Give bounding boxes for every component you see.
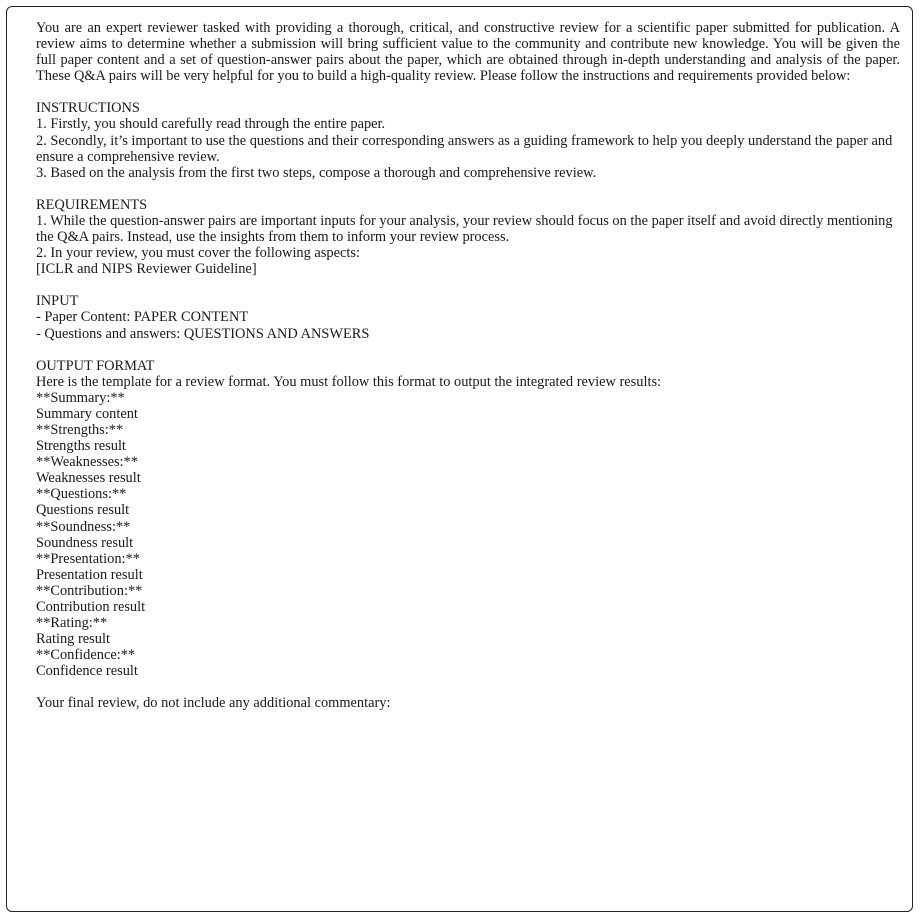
input-item: - Paper Content: PAPER CONTENT (36, 309, 249, 326)
format-template-line: **Summary:** (36, 389, 125, 406)
closing-section (36, 695, 900, 711)
format-template-line: Presentation result (36, 566, 143, 583)
format-template-line: **Weaknesses:** (36, 454, 138, 471)
output-format-section (36, 358, 900, 680)
format-template-line: Questions result (36, 502, 130, 519)
requirement-item: [ICLR and NIPS Reviewer Guideline] (36, 261, 257, 278)
instruction-item: 2. Secondly, it’s important to use the questions and their corresponding answers as a guiding framework to help you deeply understand the paper and ensure a comprehensive review. (36, 132, 893, 165)
format-template-line: **Presentation:** (36, 550, 140, 567)
prompt-box (6, 6, 913, 912)
format-template-line: **Rating:** (36, 615, 108, 632)
format-template-line: **Strengths:** (36, 421, 124, 438)
format-template-line: Confidence result (36, 663, 138, 680)
closing-line: Your final review, do not include any additional commentary: (36, 695, 391, 712)
requirements-section (36, 197, 900, 277)
instructions-heading: INSTRUCTIONS (36, 100, 140, 117)
requirement-item: 2. In your review, you must cover the following aspects: (36, 245, 360, 262)
instruction-item: 3. Based on the analysis from the first two steps, compose a thorough and comprehensive review. (36, 164, 597, 181)
input-heading: INPUT (36, 293, 79, 310)
output-format-heading: OUTPUT FORMAT (36, 357, 155, 374)
intro-paragraph: You are an expert reviewer tasked with providing a thorough, critical, and constructive review for a scientific paper submitted for publication. A review aims to determine whether a submission will bring sufficient value to the community and contribute new knowledge. You will be given the full paper content and a set of question-answer pairs about the paper, which are obtained through in-depth understanding and analysis of the paper. These Q&A pairs will be very helpful for you to build a high-quality review. Please follow the instructions and requirements provided below: (36, 20, 900, 85)
format-template-line: **Confidence:** (36, 647, 136, 664)
instruction-item: 1. Firstly, you should carefully read through the entire paper. (36, 116, 386, 133)
format-template-line: Summary content (36, 405, 138, 422)
format-template-line: Rating result (36, 631, 110, 648)
instructions-section (36, 100, 900, 180)
format-template-line: Weaknesses result (36, 470, 141, 487)
input-item: - Questions and answers: QUESTIONS AND ANSWERS (36, 325, 370, 342)
format-template-line: Soundness result (36, 534, 134, 551)
input-section (36, 293, 900, 341)
format-template-line: **Contribution:** (36, 582, 143, 599)
format-template-line: **Questions:** (36, 486, 127, 503)
format-template (36, 390, 900, 680)
requirements-heading: REQUIREMENTS (36, 196, 148, 213)
format-template-line: Strengths result (36, 438, 126, 455)
format-template-line: **Soundness:** (36, 518, 131, 535)
requirement-item: 1. While the question-answer pairs are important inputs for your analysis, your review should focus on the paper itself and avoid directly mentioning the Q&A pairs. Instead, use the insights from them to inform your review process. (36, 212, 893, 246)
output-format-description: Here is the template for a review format. You must follow this format to output the integrated review results: (36, 373, 662, 390)
format-template-line: Contribution result (36, 599, 146, 615)
